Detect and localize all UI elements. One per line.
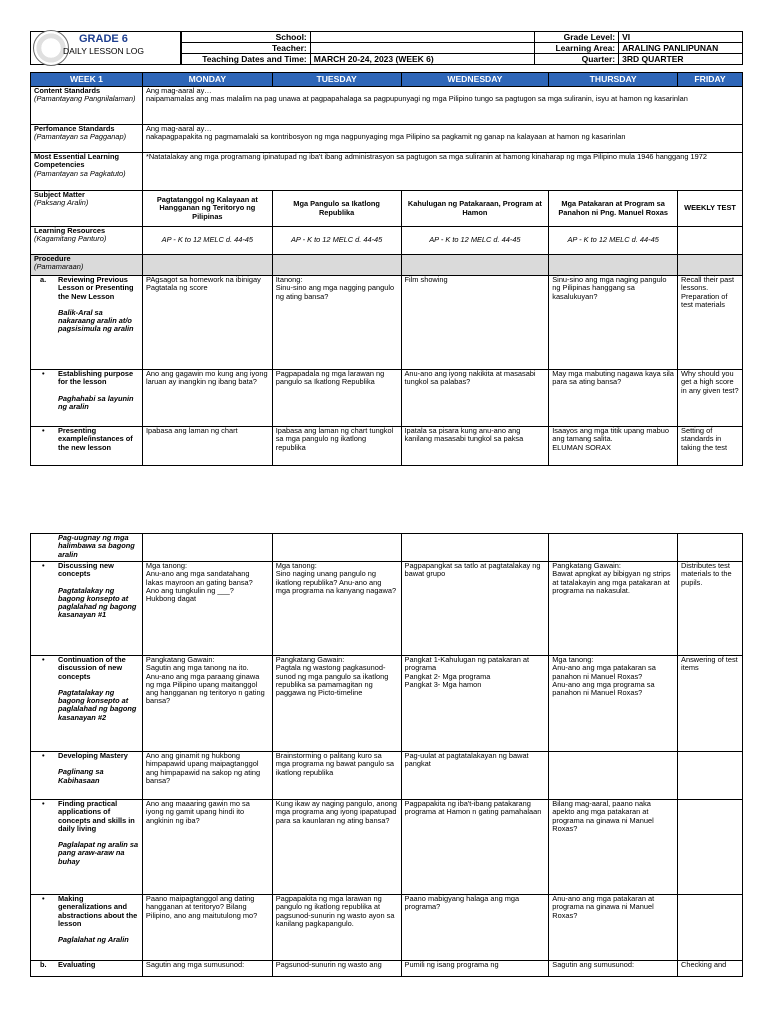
quarter-value: 3RD QUARTER <box>619 54 743 65</box>
presenting-thursday: Isaayos ang mga titik upang mabuo ang tamang salita. ELUMAN SORAX <box>549 427 678 466</box>
establishing-sub: Paghahabi sa layunin ng aralin <box>58 393 134 411</box>
continuation-label: Continuation of the discussion of new concepts <box>58 655 126 681</box>
doc-title: DAILY LESSON LOG <box>63 46 144 56</box>
performance-standards-sub: (Pamantayan sa Pagganap) <box>34 132 127 142</box>
continuation-sub: Pagtatalakay ng bagong konsepto at paglalahad ng bagong kasanayan #2 <box>58 687 137 722</box>
content-standards-sub: (Pamantayang Pangnilalaman) <box>34 94 136 104</box>
resources-wednesday: AP - K to 12 MELC d. 44-45 <box>401 227 549 255</box>
continuation-friday: Answering of test items <box>678 656 743 752</box>
continuation-thursday: Mga tanong: Anu-ano ang mga patakaran sa panahon ni Manuel Roxas? Anu-ano ang mga programa sa panahon ni Manuel Roxas? <box>549 656 678 752</box>
lesson-table-page1 <box>30 72 743 466</box>
evaluating-tuesday: Pagsunod-sunurin ng wasto ang <box>272 961 401 977</box>
col-friday: FRIDAY <box>678 73 743 87</box>
making-monday: Paano maipagtanggol ang dating hangganan at teritoryo? Bilang Pilipino, ano ang maitutulong mo? <box>142 895 272 961</box>
performance-standards-line1: Ang mag-aaral ay… <box>145 124 212 133</box>
developing-sub: Paglinang sa Kabihasaan <box>58 767 104 785</box>
day-header-row <box>31 73 743 87</box>
presenting-wednesday: Ipatala sa pisara kung anu-ano ang kanilang masasabi tungkol sa paksa <box>401 427 549 466</box>
procedure-label: Procedure <box>34 254 71 263</box>
area-label: Learning Area: <box>535 43 619 54</box>
col-week: WEEK 1 <box>31 73 143 87</box>
evaluating-friday: Checking and <box>678 961 743 977</box>
school-value <box>310 32 535 43</box>
subject-matter-sub: (Paksang Aralin) <box>34 198 89 208</box>
reviewing-label: Reviewing Previous Lesson or Presenting the New Lesson <box>58 275 134 301</box>
establishing-row <box>31 370 743 427</box>
content-standards-line1: Ang mag-aaral ay… <box>145 86 212 95</box>
finding-wednesday: Pagpapakita ng iba't-ibang patakarang programa at Hamon n gating pamahalaan <box>401 800 549 895</box>
performance-standards-text: nakapagpapakita ng pagmamalaki sa kontribosyon ng mga nagpunyaging mga Pilipino sa pagkamit ng ganap na kalayaan at hamon ng kasarinlan <box>145 132 626 142</box>
continuation-wednesday: Pangkat 1-Kahulugan ng patakaran at programa Pangkat 2- Mga programa Pangkat 3- Mga hamon <box>401 656 549 752</box>
finding-monday: Ano ang maaaring gawin mo sa iyong ng gamit upang hindi ito angkinin ng iba? <box>142 800 272 895</box>
establishing-label: Establishing purpose for the lesson <box>58 369 134 387</box>
developing-thursday <box>549 752 678 800</box>
discussing-wednesday: Pagpapangkat sa tatlo at pagtatalakay ng bawat grupo <box>401 562 549 656</box>
discussing-friday: Distributes test materials to the pupils. <box>678 562 743 656</box>
header-brand-box <box>30 31 182 65</box>
reviewing-letter: a. <box>40 275 47 284</box>
presenting-tuesday: Ipabasa ang laman ng chart tungkol sa mga pangulo ng ikatlong republika <box>272 427 401 466</box>
grade-level-label: Grade Level: <box>535 32 619 43</box>
learning-resources-label: Learning Resources <box>34 226 106 235</box>
making-thursday: Anu-ano ang mga patakaran at programa na ginawa ni Manuel Roxas? <box>549 895 678 961</box>
reviewing-friday: Recall their past lessons. Preparation of test materials <box>678 276 743 370</box>
continuation-tuesday: Pangkatang Gawain: Pagtala ng wastong pagkasunod-sunod ng mga pangulo sa ikatlong republika sa pamamagitan ng paggawa ng Picto-timeline <box>272 656 401 752</box>
developing-tuesday: Brainstorming o palitang kuro sa mga programa ng bawat pangulo sa ikatlong republika <box>272 752 401 800</box>
col-tuesday: TUESDAY <box>272 73 401 87</box>
evaluating-thursday: Sagutin ang sumusunod: <box>549 961 678 977</box>
melc-text: *Natatalakay ang mga programang ipinatupad ng iba't ibang administrasyon sa pagtugon sa mga suliranin at hamong kinaharap ng mga Pilipino mula 1946 hanggang 1972 <box>142 153 742 191</box>
presenting-friday: Setting of standards in taking the test <box>678 427 743 466</box>
making-wednesday: Paano mabigyang halaga ang mga programa? <box>401 895 549 961</box>
melc-sub: (Pamantayan sa Pagkatuto) <box>34 168 126 178</box>
making-tuesday: Pagpapakita ng mga larawan ng pangulo ng ikatlong republika at pagsunod-sunurin ng wasto ayon sa kanilang pagkapangulo. <box>272 895 401 961</box>
continuation-row <box>31 656 743 752</box>
header-table <box>180 31 743 65</box>
establishing-thursday: May mga mabuting nagawa kaya sila para sa ating bansa? <box>549 370 678 427</box>
reviewing-monday: PAgsagot sa homework na ibinigay Pagtatala ng score <box>142 276 272 370</box>
discussing-monday: Mga tanong: Anu-ano ang mga sandatahang lakas mayroon an gating bansa? Ano ang tungkulin ng ___? Hukbong dagat <box>142 562 272 656</box>
lesson-table-page2 <box>30 533 743 977</box>
making-sub: Paglalahat ng Aralin <box>58 935 129 945</box>
content-standards-text: naipamamalas ang mas malalim na pag unawa at pagpapahalaga sa pagpupunyagi ng mga Pilipino tungo sa pagtugon sa mga suliranin, isyu at hamon ng kasarinlan <box>145 94 688 104</box>
establishing-wednesday: Anu-ano ang iyong nakikita at masasabi tungkol sa palabas? <box>401 370 549 427</box>
reviewing-wednesday: Film showing <box>401 276 549 370</box>
finding-thursday: Bilang mag-aaral, paano naka apekto ang mga patakaran at programa na ginawa ni Manuel Roxas? <box>549 800 678 895</box>
grade-level-value: VI <box>619 32 743 43</box>
reviewing-sub: Balik-Aral sa nakaraang aralin at/o pagsisimula ng aralin <box>58 307 134 334</box>
developing-wednesday: Pag-uulat at pagtatalakayan ng bawat pangkat <box>401 752 549 800</box>
finding-tuesday: Kung ikaw ay naging pangulo, anong mga programa ang iyong ipapatupad para sa kaunlaran ng ating bansa? <box>272 800 401 895</box>
establishing-monday: Ano ang gagawin mo kung ang iyong laruan ay inangkin ng ibang bata? <box>142 370 272 427</box>
discussing-thursday: Pangkatang Gawain: Bawat apngkat ay bibigyan ng strips at tatalakayin ang mga patakaran at programa na nakasulat. <box>549 562 678 656</box>
making-friday <box>678 895 743 961</box>
evaluating-monday: Sagutin ang mga sumusunod: <box>142 961 272 977</box>
discussing-sub: Pagtatalakay ng bagong konsepto at paglalahad ng bagong kasanayan #1 <box>58 585 137 620</box>
presenting-sub: Pag-uugnay ng mga halimbawa sa bagong aralin <box>31 534 143 562</box>
melc-label: Most Essential Learning Competencies <box>34 152 120 170</box>
area-value: ARALING PANLIPUNAN <box>619 43 743 54</box>
presenting-monday: Ipabasa ang laman ng chart <box>142 427 272 466</box>
developing-label: Developing Mastery <box>58 751 128 760</box>
developing-monday: Ano ang ginamit ng hukbong himpapawid upang maipagtanggol ang himpapawid na sakop ng ating bansa? <box>142 752 272 800</box>
subject-wednesday: Kahulugan ng Patakaraan, Program at Hamon <box>401 191 549 227</box>
subject-thursday: Mga Patakaran at Program sa Panahon ni Png. Manuel Roxas <box>549 191 678 227</box>
evaluating-row <box>31 961 743 977</box>
teacher-value <box>310 43 535 54</box>
finding-friday <box>678 800 743 895</box>
learning-resources-sub: (Kagamitang Panturo) <box>34 234 107 244</box>
finding-sub: Paglalapat ng aralin sa pang araw-araw na buhay <box>58 840 139 866</box>
school-label: School: <box>181 32 311 43</box>
discussing-label: Discussing new concepts <box>58 561 114 579</box>
presenting-cont-row <box>31 534 743 562</box>
resources-monday: AP - K to 12 MELC d. 44-45 <box>142 227 272 255</box>
teacher-label: Teacher: <box>181 43 311 54</box>
making-label: Making generalizations and abstractions about the lesson <box>58 894 138 928</box>
col-wednesday: WEDNESDAY <box>401 73 549 87</box>
quarter-label: Quarter: <box>535 54 619 65</box>
establishing-friday: Why should you get a high score in any given test? <box>678 370 743 427</box>
subject-matter-label: Subject Matter <box>34 190 85 199</box>
finding-row <box>31 800 743 895</box>
content-standards-label: Content Standards <box>34 86 101 95</box>
discussing-tuesday: Mga tanong: Sino naging unang pangulo ng ikatlong republika? Anu-ano ang mga programa na kanyang nagawa? <box>272 562 401 656</box>
resources-friday <box>678 227 743 255</box>
subject-friday: WEEKLY TEST <box>678 191 743 227</box>
evaluating-wednesday: Pumili ng isang programa ng <box>401 961 549 977</box>
developing-friday <box>678 752 743 800</box>
procedure-sub: (Pamamaraan) <box>34 262 84 272</box>
procedure-row <box>31 255 743 276</box>
melc-row <box>31 153 743 191</box>
making-row <box>31 895 743 961</box>
finding-label: Finding practical applications of concepts and skills in daily living <box>58 799 135 833</box>
content-standards-row <box>31 87 743 125</box>
col-monday: MONDAY <box>142 73 272 87</box>
developing-row <box>31 752 743 800</box>
reviewing-tuesday: Itanong: Sinu-sino ang mga nagging pangulo ng ating bansa? <box>272 276 401 370</box>
dates-value: MARCH 20-24, 2023 (WEEK 6) <box>310 54 535 65</box>
subject-matter-row <box>31 191 743 227</box>
evaluating-label: Evaluating <box>58 960 96 969</box>
discussing-row <box>31 562 743 656</box>
subject-monday: Pagtatanggol ng Kalayaan at Hangganan ng Teritoryo ng Pilipinas <box>142 191 272 227</box>
performance-standards-label: Perfomance Standards <box>34 124 115 133</box>
grade-title: GRADE 6 <box>79 33 128 45</box>
establishing-tuesday: Pagpapadala ng mga larawan ng pangulo sa Ikatlong Republika <box>272 370 401 427</box>
col-thursday: THURSDAY <box>549 73 678 87</box>
resources-tuesday: AP - K to 12 MELC d. 44-45 <box>272 227 401 255</box>
presenting-row <box>31 427 743 466</box>
resources-thursday: AP - K to 12 MELC d. 44-45 <box>549 227 678 255</box>
learning-resources-row <box>31 227 743 255</box>
subject-tuesday: Mga Pangulo sa Ikatlong Republika <box>272 191 401 227</box>
continuation-monday: Pangkatang Gawain: Sagutin ang mga tanong na ito. Anu-ano ang mga paraang ginawa ng mga Pilipino upang maitanggol ang hangganan ng teritoryo n gating bansa? <box>142 656 272 752</box>
dates-label: Teaching Dates and Time: <box>181 54 311 65</box>
performance-standards-row <box>31 125 743 153</box>
reviewing-row <box>31 276 743 370</box>
presenting-label: Presenting example/instances of the new lesson <box>58 426 133 452</box>
evaluating-letter: b. <box>40 960 47 969</box>
reviewing-thursday: Sinu-sino ang mga naging pangulo ng Pilipinas hanggang sa kasalukuyan? <box>549 276 678 370</box>
